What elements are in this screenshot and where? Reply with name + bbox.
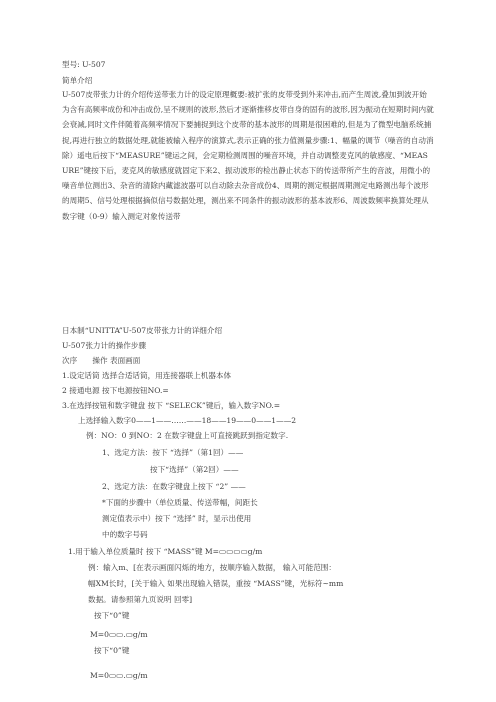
step-line: 1.设定话筒 选择合适话筒，用连接器联上机器本体 — [62, 371, 232, 380]
step-line: 2、选定方法：在数字键盘上按下 “2” —— — [102, 482, 246, 491]
columns-header: 次序 操作 表面画面 — [62, 356, 141, 365]
step-line: 例：输入m、[在表示画面闪烁的地方，按顺序输入数据， 输入可能范围： — [88, 563, 336, 572]
intro-paragraph: U-507皮带张力计的介绍传送带张力计的设定原理概要:被扩张的皮带受到外来冲击,而产生周波,叠加到波开始为含有高频率成份和冲击成份,呈不规则的波形,然后才逐渐推移皮带自身的固有的波形,因为振动在短期时间内就会衰减,同时文件伴随着高频率情况下要捕捉到这个皮带的基本波形的周期是很困难的,但是为了微型电脑系统捕捉,再进行独立的数据处理,就能被输入程序的演算式,表示正确的张力值测量步骤:1、幅量的调节（噪音的自动消除）遥电后按下“MEASURE”键运之间，会定期检测周围的噪音环境，并自动调整麦克风的敏感度、“MEASURE”键按下后，麦克风的敏感度就固定下来2、振动波形的检出静止状态下的传送带所产生的音波，用微小的噪音单位测出3、杂音的清除内藏滤波器可以自动除去杂音成份4、周期的测定根据周期测定电路测出每个波形的周期5、信号处理根据摘似信号数据处理，测出来不同条件的振动波形的基本波形6、周波数频率换算处理从数字键（0-9）输入测定对象传送带 — [62, 90, 434, 221]
intro-heading: 简单介绍 — [62, 76, 93, 85]
step-line: 按下“0”键 — [94, 646, 130, 655]
step-line: 3.在选择按钮和数字键盘 按下 “SELECK”键后，输入数字NO.= — [62, 401, 281, 410]
step-line: *下面的步骤中（单位质量、传送带幅，间距长 — [102, 498, 258, 507]
step-line: 上选择输入数字0——1——……——18——19——0——1——2 — [78, 416, 297, 425]
step-line: 测定值表示中）按下 “选择” 时，显示出使用 — [102, 514, 252, 523]
step-line: 1、选定方法：按下 “选择”（第1回）—— — [102, 448, 244, 457]
display-readout: M=0▭▭.▭g/m — [90, 630, 148, 639]
step-line: 按下“选择”（第2回）—— — [150, 465, 239, 474]
detail-heading: 日本制“UNITTA”U-507皮带张力计的详细介绍 — [62, 326, 223, 335]
steps-heading: U-507张力计的操作步骤 — [62, 341, 147, 350]
display-readout: M=0▭▭.▭g/m — [90, 671, 148, 680]
step-line: 2 接通电源 按下电源按钮NO.= — [62, 386, 169, 395]
step-line: 例：NO：0 到NO：2 在数字键盘上可直接跳跃到指定数字. — [86, 431, 289, 440]
step-line: 中的数字号码 — [102, 530, 148, 539]
step-line: 按下“0”键 — [94, 611, 130, 620]
step-line: 数据。请参照第九页说明 回零] — [88, 595, 193, 604]
step-line: 幅XM长时，[关于输入 如果出现输入错误，重按 “MASS”键，光标符~mm — [88, 579, 344, 588]
step-line: 1.用于输入单位质量时 按下 “MASS”键 M=▭▭▭▭g/m — [68, 547, 263, 556]
model-number: 型号: U-507 — [62, 60, 106, 69]
